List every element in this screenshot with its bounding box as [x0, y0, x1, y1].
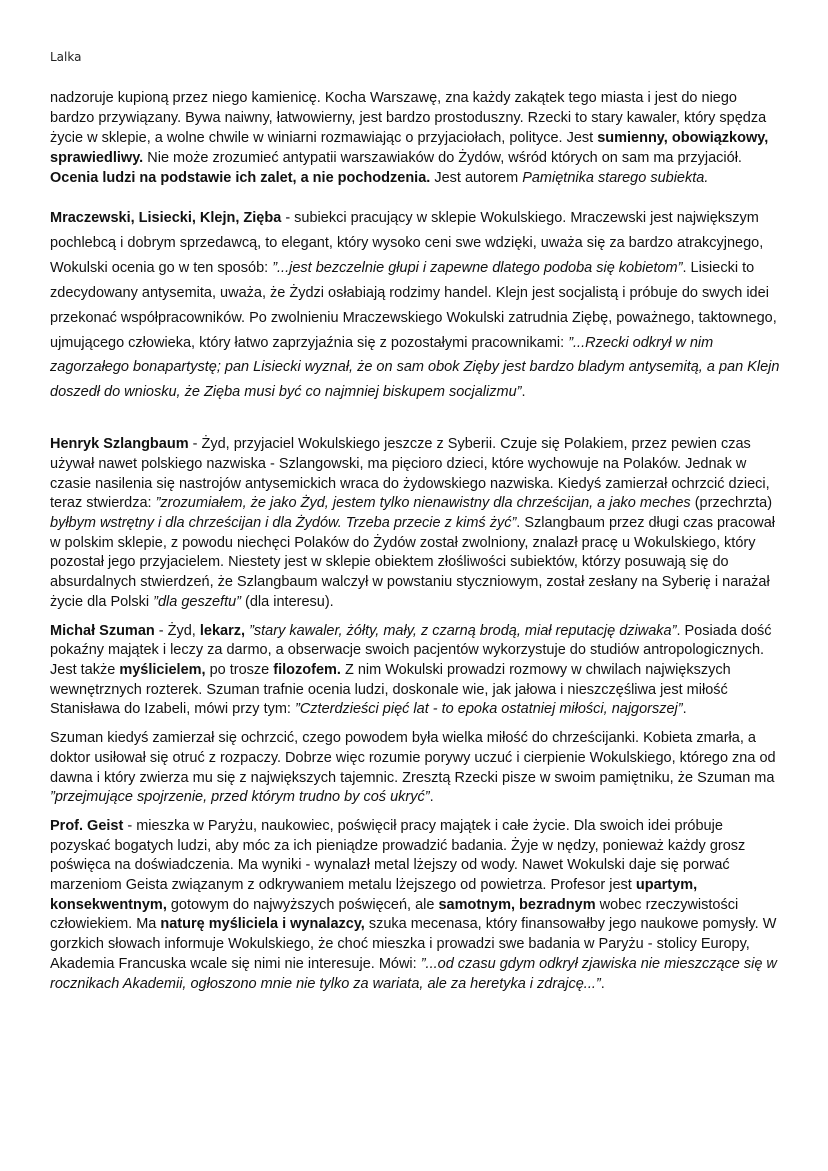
text-run: Szuman kiedyś zamierzał się ochrzcić, czego powodem była wielka miłość do chrześcijanki. Kobieta zmarła, a doktor usiłował się otruć z rozpaczy. Dobrze więc rozumie porywy uczuć i cierpienie Wokulskiego, którego zna od dawna i który zwierza mu się z największych tajemnic. Zresztą Rzecki pisze w swoim pamiętniku, że Szuman ma [50, 730, 776, 786]
text-run: . [429, 789, 434, 806]
text-run: - Żyd, przyjaciel Wokulskiego jeszcze z Syberii. Czuje się Polakiem, przez pewien czas używał nawet polskiego nazwiska - Szlangowski, ma pięcioro dzieci, które wychowuje na Polaków. Jednak w czasie nasilenia się nastrojów antysemickich wraca do żydowskiego nazwiska. Kiedyś zamierzał ochrzcić dzieci, teraz stwierdza: [50, 436, 770, 512]
italic-text-run: Pamiętnika starego subiekta. [522, 170, 709, 186]
bold-text-run: samotnym, bezradnym [438, 896, 596, 913]
italic-quote: ”przejmujące spojrzenie, przed którym trudno by coś ukryć” [50, 789, 430, 806]
bold-text-run: filozofem. [273, 661, 341, 678]
bold-text-run: upartym, konsekwentnym, [50, 877, 698, 913]
text-run: nadzoruje kupioną przez niego kamienicę. Kocha Warszawę, zna każdy zakątek tego miasta i jest do niego bardzo przywiązany. Bywa naiwny, łatwowierny, jest bardzo prostoduszny. Rzecki to stary kawaler, który spędza życie w sklepie, a wolne chwile w winiarni rozmawiając o przyjaciołach, polityce. Jest [50, 90, 767, 146]
bold-text-run: lekarz, [199, 622, 246, 639]
italic-quote: ”dla geszeftu” [153, 593, 242, 610]
text-run: (dla interesu). [241, 593, 334, 610]
text-run: - mieszka w Paryżu, naukowiec, poświęcił pracy majątek i całe życie. Dla swoich idei próbuje pozyskać bogatych ludzi, aby móc za ich pieniądze prowadzić badania. Żyje w nędzy, ponieważ każdy grosz poświęca na doświadczenia. Ma wyniki - wynalazł metal lżejszy od wody. Nawet Wokulski daje się porwać marzeniom Geista związanym z odkrywaniem metalu lżejszego od powietrza. Profesor jest [50, 817, 746, 894]
paragraph-subiekci [50, 206, 785, 405]
italic-quote: ”...od czasu gdym odkrył zjawiska nie mieszczące się w rocznikach Akademii, ogłoszono mnie nie tylko za wariata, ale za heretyka i zdrajcę...” [50, 955, 777, 992]
italic-quote: ”zrozumiałem, że jako Żyd, jestem tylko nienawistny dla chrześcijan, a jako meches [155, 495, 691, 512]
paragraph-rzecki [50, 88, 785, 188]
paragraph-geist [50, 817, 785, 994]
italic-quote: ”Czterdzieści pięć lat - to epoka ostatniej miłości, najgorszej” [294, 701, 683, 718]
italic-quote: byłbym wstrętny i dla chrześcijan i dla Żydów. Trzeba przecie z kimś żyć” [50, 515, 517, 532]
text-run: . [521, 384, 526, 401]
bold-text-run: Henryk Szlangbaum [50, 436, 189, 453]
text-run: Z nim Wokulski prowadzi rozmowy w chwilach największych wewnętrznych rozterek. Szuman trafnie ocenia ludzi, doskonale wie, jak jałowa i nieszczęśliwa jest miłość Stanisława do Izabeli, mówi przy tym: [50, 661, 731, 718]
text-run: - subiekci pracujący w sklepie Wokulskiego. Mraczewski jest największym pochlebcą i dobrym sprzedawcą, to elegant, który wysoko ceni swe wdzięki, uważa się za bardzo atrakcyjnego, Wokulski ocenia go w ten sposób: [50, 210, 764, 276]
text-run: . [682, 701, 687, 718]
italic-quote: ”...Rzecki odkrył w nim zagorzałego bonapartystę; pan Lisiecki wyznał, że on sam obok Zięby jest bardzo bladym antysemitą, a pan Klejn doszedł do wniosku, że Zięba musi być co najmniej biskupem socjalizmu” [50, 334, 780, 401]
text-run: - Żyd, [154, 622, 200, 639]
paragraph-szuman-2 [50, 729, 785, 808]
document-body [50, 88, 785, 994]
bold-text-run: Ocenia ludzi na podstawie ich zalet, a nie pochodzenia. [50, 170, 431, 186]
text-run: . [600, 975, 605, 992]
bold-text-run: Michał Szuman [50, 622, 155, 639]
paragraph-szlangbaum [50, 435, 785, 612]
bold-text-run: myślicielem, [119, 661, 206, 678]
bold-text-run: naturę myśliciela i wynalazcy, [160, 916, 365, 933]
text-run: gotowym do najwyższych poświęceń, ale [166, 896, 439, 913]
text-run: Jest autorem [430, 170, 523, 186]
italic-quote: ”stary kawaler, żółty, mały, z czarną brodą, miał reputację dziwaka” [249, 622, 677, 639]
text-run: po trosze [205, 661, 274, 678]
text-run: . Lisiecki to zdecydowany antysemita, uważa, że Żydzi osłabiają rodzimy handel. Klejn jest socjalistą i próbuje do swych idei przekonać współpracowników. Po zwolnieniu Mraczewskiego Wokulski zatrudnia Ziębę, poważnego, taktownego, ujmującego człowieka, który łatwo zaprzyjaźnia się z pozostałymi pracownikami: [50, 259, 777, 351]
bold-text-run: sumienny, obowiązkowy, sprawiedliwy. [50, 130, 769, 166]
bold-text-run: Mraczewski, Lisiecki, Klejn, Zięba [50, 210, 282, 226]
bold-text-run: Prof. Geist [50, 817, 124, 834]
text-run: . Szlangbaum przez długi czas pracował w polskim sklepie, z powodu niechęci Polaków do Żydów został zwolniony, znalazł pracę u Wokulskiego, który pozostał jego przyjacielem. Niestety jest w sklepie obiektem złośliwości subiektów, którzy posuwają się do absurdalnych stwierdzeń, że Szlangbaum walczył w powstaniu styczniowym, został zesłany na Syberię i narażał życie dla Polski [50, 515, 776, 610]
text-run: (przechrzta) [690, 495, 773, 512]
text-run: . Posiada dość pokaźny majątek i leczy za darmo, a obserwacje swoich pacjentów wykorzystuje do studiów antropologicznych. Jest także [50, 622, 772, 678]
text-run: wobec rzeczywistości człowiekiem. Ma [50, 896, 739, 933]
text-run: Nie może zrozumieć antypatii warszawiaków do Żydów, wśród których on sam ma przyjaciół. [143, 150, 742, 166]
document-header-title: Lalka [50, 50, 82, 64]
italic-quote: ”...jest bezczelnie głupi i zapewne dlatego podoba się kobietom” [272, 259, 683, 276]
paragraph-szuman-1 [50, 622, 785, 721]
text-run: szuka mecenasa, który finansowałby jego naukowe pomysły. W gorzkich słowach informuje Wokulskiego, że choć mieszka i prowadzi swe badania w Paryżu - stolicy Europy, Akademia Francuska wcale się nimi nie interesuje. Mówi: [50, 916, 777, 972]
